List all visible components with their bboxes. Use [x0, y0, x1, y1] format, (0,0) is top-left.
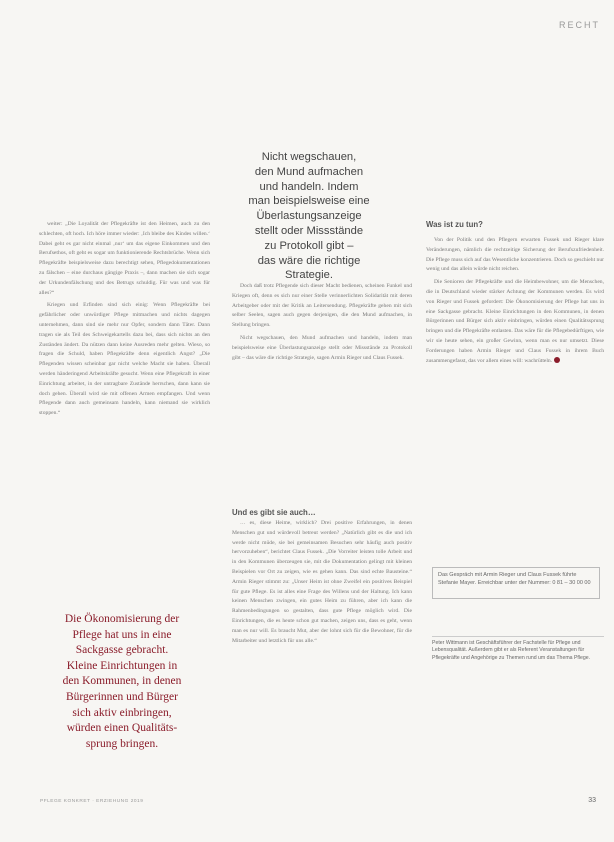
- column-3: [426, 236, 604, 369]
- page-number: 33: [588, 797, 596, 804]
- pull-quote-line: zu Protokoll gibt –: [264, 239, 354, 252]
- pull-quote-line: den Mund aufmachen: [254, 165, 364, 178]
- pull-quote-line: und handeln. Indem: [259, 180, 359, 193]
- pull-quote-line: den Kommunen, in denen: [62, 675, 182, 688]
- pull-quote-line: Überlastungsanzeige: [256, 210, 362, 223]
- pull-quote-center: [224, 150, 394, 283]
- section-label: RECHT: [559, 20, 600, 30]
- pull-quote-line: stellt oder Missstände: [254, 224, 364, 237]
- column-1: [39, 220, 210, 422]
- column-2b: [232, 519, 412, 649]
- pull-quote-line: das wäre die richtige: [257, 254, 361, 267]
- photo-credit: Peter Wittmann ist Geschäftsführer der Fachstelle für Pflege und Lebensqualität. Außerdem gibt er als Referent Veranstaltungen für Pflegekräfte und Angehörige zu Themen rund um das Thema Pflege.: [432, 636, 604, 662]
- pull-quote-line: Pflege hat uns in eine: [72, 628, 172, 641]
- footer-left: PFLEGE KONKRET · ERZIEHUNG 2019: [40, 799, 144, 804]
- info-box: Das Gespräch mit Armin Rieger und Claus Fussek führte Stefanie Mayer. Erreichbar unter der Nummer: 0 81 – 30 00 00: [432, 567, 600, 599]
- column-2: [232, 282, 412, 366]
- pull-quote-line: Sackgasse gebracht.: [75, 644, 169, 657]
- heading-col2: Und es gibt sie auch…: [232, 508, 316, 517]
- pull-quote-line: sich aktiv einbringen,: [72, 706, 172, 719]
- pull-quote-line: Strategie.: [285, 269, 333, 282]
- body-paragraph: Die Senioren der Pflegekräfte und die Heimbewohner, um die Menschen, die in Deutschland wieder stärker Achtung der Kommunen werden. Es wird von Rieger und Fussek gefordert: Die Ökonomisierung der Pflege hat uns in eine Sackgasse gebracht. Kleine Einrichtungen in den Kommunen, in denen Bürgerinnen und Bürger sich aktiv einbringen, würden einen Qualitätssprung bringen und die Pflegekräfte entlasten. Das wäre für die Pflegebedürftigen, wie wir sie heute sehen, ein großer Gewinn, wenn man es nur umsetzt. Diese Forderungen haben Armin Rieger und Claus Fussek in ihrem Buch zusammengefasst, das vor allem eines will: wachrütteln.: [426, 279, 604, 364]
- pull-quote-line: Die Ökonomisierung der: [64, 613, 180, 625]
- body-paragraph: Von der Politik und den Pflegern erwarten Fussek und Rieger klare Veränderungen, nämlich die rechtzeitige Sicherung der Berufszufriedenheit. Die Pflege muss sich auf das Wesentliche konzentrieren. Doch so geschieht nur wenig und das allein würde nicht reichen.: [426, 237, 604, 273]
- heading-col3: Was ist zu tun?: [426, 220, 483, 229]
- pull-quote-left: [36, 612, 208, 752]
- body-paragraph: … es, diese Heime, wirklich? Drei positive Erfahrungen, in denen Menschen gut und würdevoll betreut werden? „Natürlich gibt es die und ich werde nicht müde, sie bei gemeinsamen Besuchen sehr häufig auch positiv hervorzuheben“, berichtet Claus Fussek. „Die Vorreiter leisten tolle Arbeit und in den Kommunen überzeugen sie, mit die Dokumentation gelingt mit kleinen Beispielen vor Ort zu zeigen, wie es gehen kann. Das sind echte Bausteine.“ Armin Rieger stimmt zu: „Unser Heim ist ohne Zweifel ein positives Beispiel für gute Pflege. Es ist alles eine Frage des Willens und der Haltung. Ich kann keinen Menschen zwingen, ein gutes Heim zu führen, aber ich kann die Rahmenbedingungen so gestalten, dass gute Pflege möglich wird. Die Einrichtungen, die es heute schon gut machen, zeigen uns, dass es geht, wenn man es nur will. Es braucht Mut, aber der lohnt sich für die Bewohner, für die Mitarbeiter und letztlich für uns alle.“: [232, 520, 412, 644]
- body-paragraph: Kriegen und Erfinden sind sich einig: Wenn Pflegekräfte bei gefährlicher oder unwürdiger Pflege mitmachen und nichts dagegen unternehmen, dann sind sie mehr nur Opfer, sondern dann Täter. Dann tragen sie als Teil des Schweigekartells dazu bei, dass sich nichts an den Zuständen ändert. Da nützen dann keine Ausreden mehr gelten. Wieso, so fragen die Schuld, haben Pflegekräfte denn eigentlich Angst? „Die Pflegenden wissen scheinbar gar nicht welche Macht sie haben. Überall werden händeringend Arbeitskräfte gesucht. Wenn eine Pflegekraft in einer Einrichtung arbeitet, in der untragbare Zustände herrschen, dann kann sie doch gehen. Überall wird sie mit offenen Armen empfangen. Und wenn Pflegende dann auch gemeinsam handeln, kann niemand sie wirklich stoppen.“: [39, 302, 210, 417]
- pull-quote-line: Bürgerinnen und Bürger: [65, 690, 178, 703]
- pull-quote-line: man beispielsweise eine: [248, 195, 370, 208]
- body-paragraph: Doch daß trotz Pflegende sich dieser Macht bedienen, scheinen Funkel und Kriegen oft, denn es sich nur einer Stelle verinnerlichten Solidarität mit deren Arbeitgeber oder mit der Kritik an Leitersendung. Pflegekräfte gehen mit sich selber Seelen, sagen auch gegen derjenigen, die den Mund aufmachen, in Stellung bringen.: [232, 283, 412, 329]
- body-paragraph: weiter: „Die Loyalität der Pflegekräfte ist den Heimen, auch zu den schlechten, oft hoch. Ich höre immer wieder: ‚Ich bleibe des Kindes willen.‘ Dabei geht es gar nicht einmal ‚nur‘ um das eigene Einkommen und den Berufsethos, oft geht es sogar um funktionierende Rechtsbrüche. Wenn sich Pflegekräfte beispielsweise dazu berechtigt sehen, Pflegedokumentationen zu fälschen – eine durchaus gängige Praxis –, dann machen sie sich sogar der Urkundenfälschung und des Betrugs schuldig. Für was und was für alles?“: [39, 221, 210, 296]
- pull-quote-line: sprung bringen.: [85, 737, 159, 750]
- pull-quote-line: Nicht wegschauen,: [261, 151, 357, 163]
- end-mark-icon: [554, 357, 560, 363]
- pull-quote-line: Kleine Einrichtungen in: [66, 659, 178, 672]
- pull-quote-line: würden einen Qualitäts-: [66, 722, 178, 735]
- body-paragraph: Nicht wegschauen, den Mund aufmachen und handeln, indem man beispielsweise eine Überlastungsanzeige stellt oder Missstände zu Protokoll gibt – das wäre die richtige Strategie, sagen Armin Rieger und Claus Fussek.: [232, 334, 412, 361]
